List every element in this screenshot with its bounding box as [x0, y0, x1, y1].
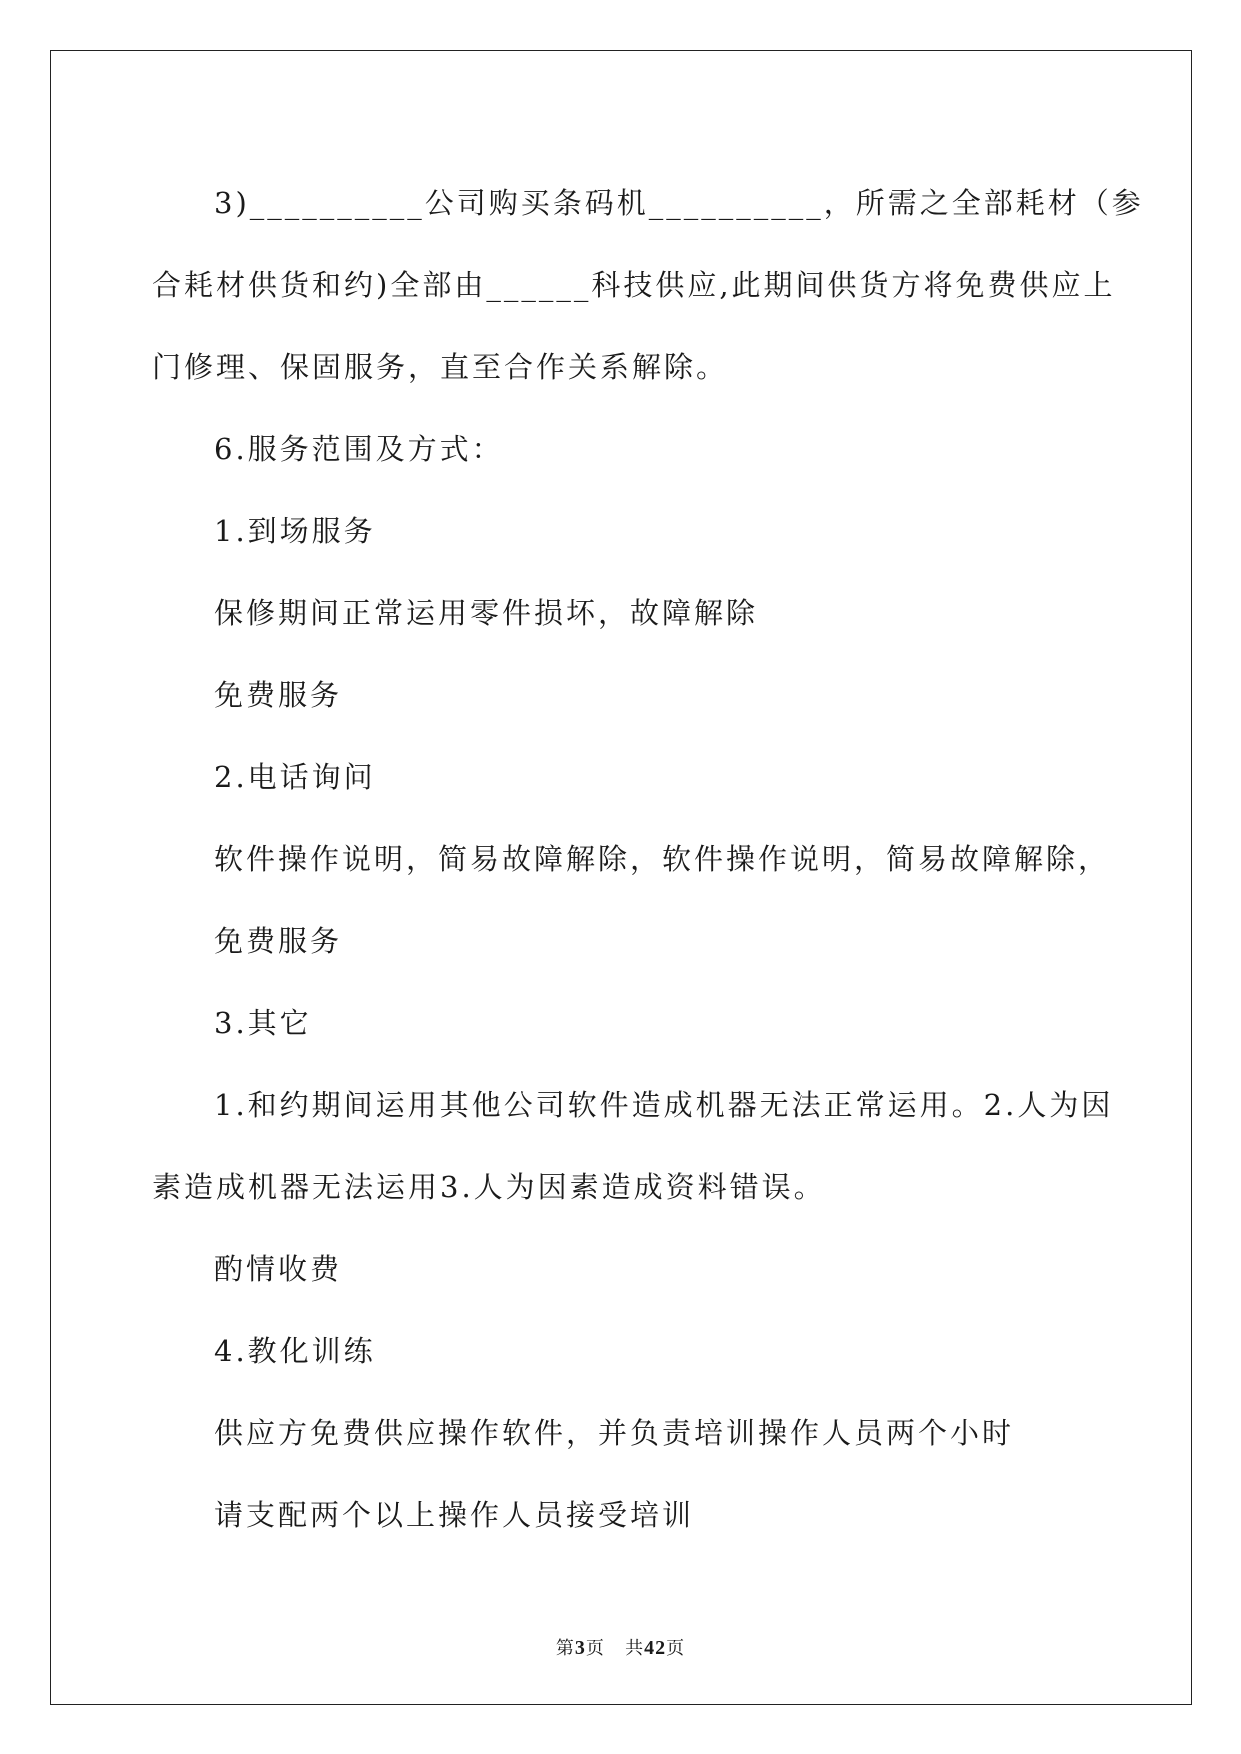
paragraph: 免费服务: [214, 678, 343, 712]
paragraph: 软件操作说明，简易故障解除，软件操作说明，简易故障解除，: [214, 842, 1111, 876]
total-page-count: 42: [644, 1637, 667, 1659]
footer-total-prefix: 共: [625, 1638, 645, 1659]
subsection-heading: 2.电话询问: [214, 760, 376, 794]
subsection-heading: 4.教化训练: [214, 1334, 376, 1368]
paragraph: 1.和约期间运用其他公司软件造成机器无法正常运用。2.人为因: [214, 1088, 1114, 1122]
current-page-number: 3: [574, 1637, 586, 1659]
paragraph: 门修理、保固服务，直至合作关系解除。: [152, 350, 729, 384]
paragraph: 合耗材供货和约)全部由______科技供应,此期间供货方将免费供应上: [152, 268, 1116, 302]
paragraph: 供应方免费供应操作软件，并负责培训操作人员两个小时: [214, 1416, 1015, 1450]
paragraph: 保修期间正常运用零件损坏，故障解除: [214, 596, 759, 630]
section-heading: 6.服务范围及方式：: [214, 432, 504, 466]
paragraph: 3)__________公司购买条码机__________，所需之全部耗材（参: [214, 186, 1144, 220]
footer-total-suffix: 页: [666, 1638, 686, 1659]
page-footer: [0, 1634, 1241, 1660]
subsection-heading: 3.其它: [214, 1006, 312, 1040]
footer-prefix: 第: [555, 1638, 575, 1659]
paragraph: 请支配两个以上操作人员接受培训: [214, 1498, 695, 1532]
paragraph: 素造成机器无法运用3.人为因素造成资料错误。: [152, 1170, 826, 1204]
paragraph: 酌情收费: [214, 1252, 343, 1286]
subsection-heading: 1.到场服务: [214, 514, 376, 548]
footer-page-suffix: 页: [585, 1638, 605, 1659]
document-body: [152, 162, 1144, 1556]
paragraph: 免费服务: [214, 924, 343, 958]
